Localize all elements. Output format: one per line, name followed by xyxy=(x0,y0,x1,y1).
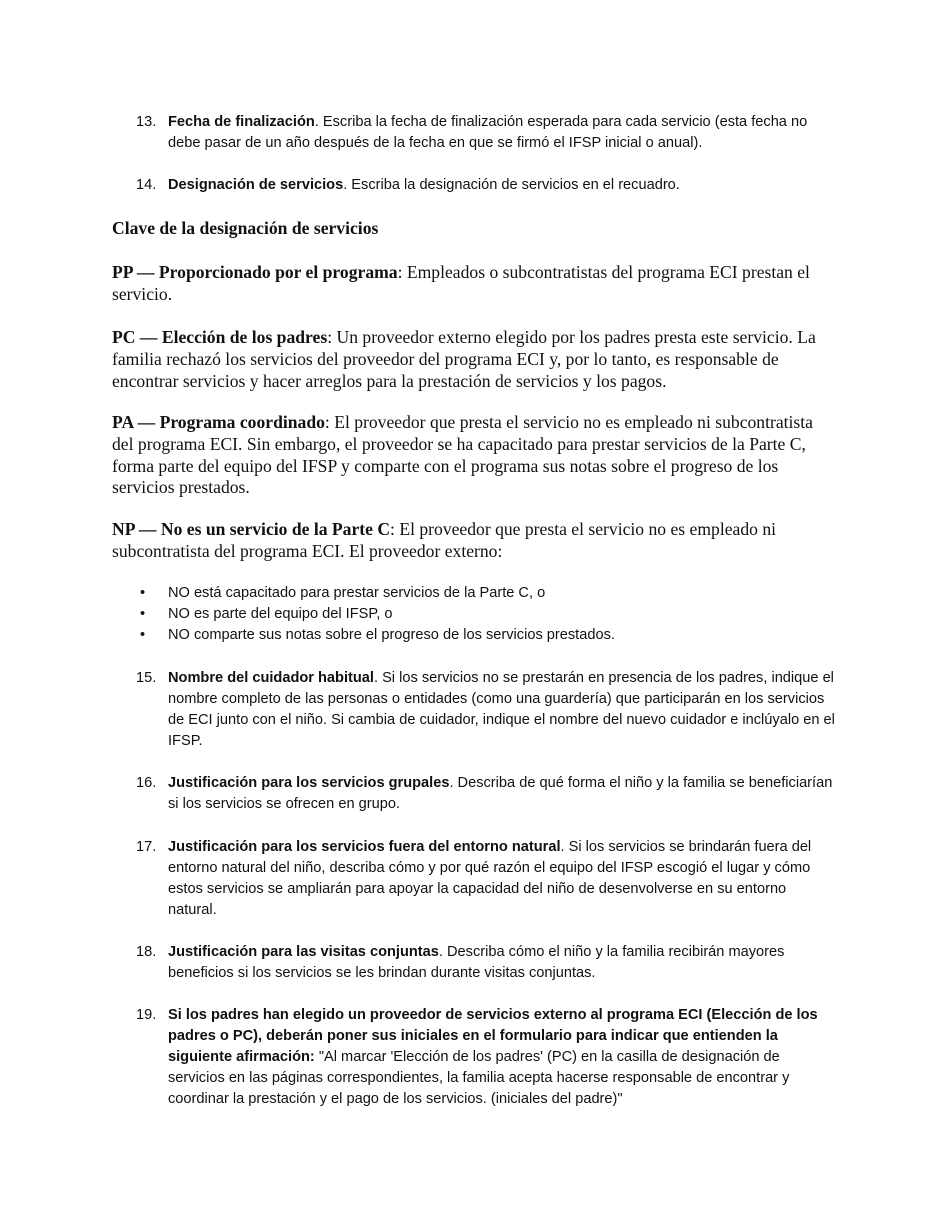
item-number: 15. xyxy=(136,670,157,686)
item-text xyxy=(168,112,836,154)
item-number: 18. xyxy=(136,944,157,960)
key-definition: : Un proveedor externo elegido por los padres presta este servicio. La familia rechazó los servicios del proveedor del programa ECI y, por lo tanto, es responsable de encontrar servicios y hacer arreglos para la prestación de servicios y los pagos. xyxy=(112,327,816,391)
bullet-icon: • xyxy=(140,585,146,601)
item-body: . Describa cómo el niño y la familia recibirán mayores beneficios si los servicios se les brindan durante visitas conjuntas. xyxy=(168,944,785,981)
item-body: . Escriba la designación de servicios en el recuadro. xyxy=(343,177,680,193)
key-entry-pa xyxy=(112,412,838,499)
item-text xyxy=(168,175,836,196)
item-text xyxy=(168,837,836,921)
key-entry-pc xyxy=(112,327,838,392)
key-definition: : El proveedor que presta el servicio no es empleado ni subcontratista del programa ECI. El proveedor externo: xyxy=(112,519,777,561)
item-body: . Describa de qué forma el niño y la familia se beneficiarían si los servicios se ofrecen en grupo. xyxy=(168,775,833,812)
item-title: Nombre del cuidador habitual xyxy=(168,670,374,686)
section-heading: Clave de la designación de servicios xyxy=(112,218,379,238)
item-title: Justificación para los servicios fuera del entorno natural xyxy=(168,839,561,855)
list-item-text: NO es parte del equipo del IFSP, o xyxy=(168,606,393,622)
item-number: 16. xyxy=(136,775,157,791)
item-text xyxy=(168,773,836,815)
key-entry-pp xyxy=(112,262,838,306)
bullet-icon: • xyxy=(140,606,146,622)
key-term: PA — Programa coordinado xyxy=(112,412,325,432)
item-number: 17. xyxy=(136,839,157,855)
item-title: Si los padres han elegido un proveedor de servicios externo al programa ECI (Elección de los padres o PC), deberán poner sus iniciales en el formulario para indicar que entienden la siguiente afirmación: xyxy=(168,1007,818,1065)
key-definition: : El proveedor que presta el servicio no es empleado ni subcontratista del programa ECI. Sin embargo, el proveedor se ha capacitado para prestar servicios de la Parte C, forma parte del equipo del IFSP y comparte con el programa sus notas sobre el progreso de los servicios prestados. xyxy=(112,412,813,498)
list-item xyxy=(136,604,836,625)
list-item-text: NO está capacitado para prestar servicios de la Parte C, o xyxy=(168,585,546,601)
item-title: Justificación para los servicios grupales xyxy=(168,775,450,791)
list-item xyxy=(136,625,836,646)
key-definition: : Empleados o subcontratistas del programa ECI prestan el servicio. xyxy=(112,262,810,304)
item-text xyxy=(168,942,836,984)
item-title: Designación de servicios xyxy=(168,177,344,193)
item-body: . Escriba la fecha de finalización esperada para cada servicio (esta fecha no debe pasar de un año después de la fecha en que se firmó el IFSP inicial o anual). xyxy=(168,114,808,151)
item-number: 14. xyxy=(136,177,157,193)
item-text xyxy=(168,668,836,752)
item-title: Fecha de finalización xyxy=(168,114,315,130)
item-text xyxy=(168,1005,836,1110)
bullet-list xyxy=(136,583,836,646)
item-body: . Si los servicios se brindarán fuera del entorno natural del niño, describa cómo y por qué razón el equipo del IFSP escogió el lugar y cómo estos servicios se ampliarán para apoyar la capacidad del niño de desenvolverse en su entorno natural. xyxy=(168,839,812,918)
item-body: . Si los servicios no se prestarán en presencia de los padres, indique el nombre completo de las personas o entidades (como una guardería) que participarán en los servicios de ECI junto con el niño. Si cambia de cuidador, indique el nombre del nuevo cuidador e inclúyalo en el IFSP. xyxy=(168,670,835,749)
list-item-text: NO comparte sus notas sobre el progreso de los servicios prestados. xyxy=(168,627,615,643)
item-body: "Al marcar 'Elección de los padres' (PC) en la casilla de designación de servicios en las páginas correspondientes, la familia acepta hacerse responsable de encontrar y coordinar la prestación y el pago de los servicios. (iniciales del padre)" xyxy=(168,1049,790,1107)
key-entry-np xyxy=(112,519,838,563)
bullet-icon: • xyxy=(140,627,146,643)
list-item xyxy=(136,583,836,604)
key-term: NP — No es un servicio de la Parte C xyxy=(112,519,391,539)
key-term: PC — Elección de los padres xyxy=(112,327,328,347)
item-number: 13. xyxy=(136,114,157,130)
key-term: PP — Proporcionado por el programa xyxy=(112,262,398,282)
item-title: Justificación para las visitas conjuntas xyxy=(168,944,439,960)
item-number: 19. xyxy=(136,1007,157,1023)
